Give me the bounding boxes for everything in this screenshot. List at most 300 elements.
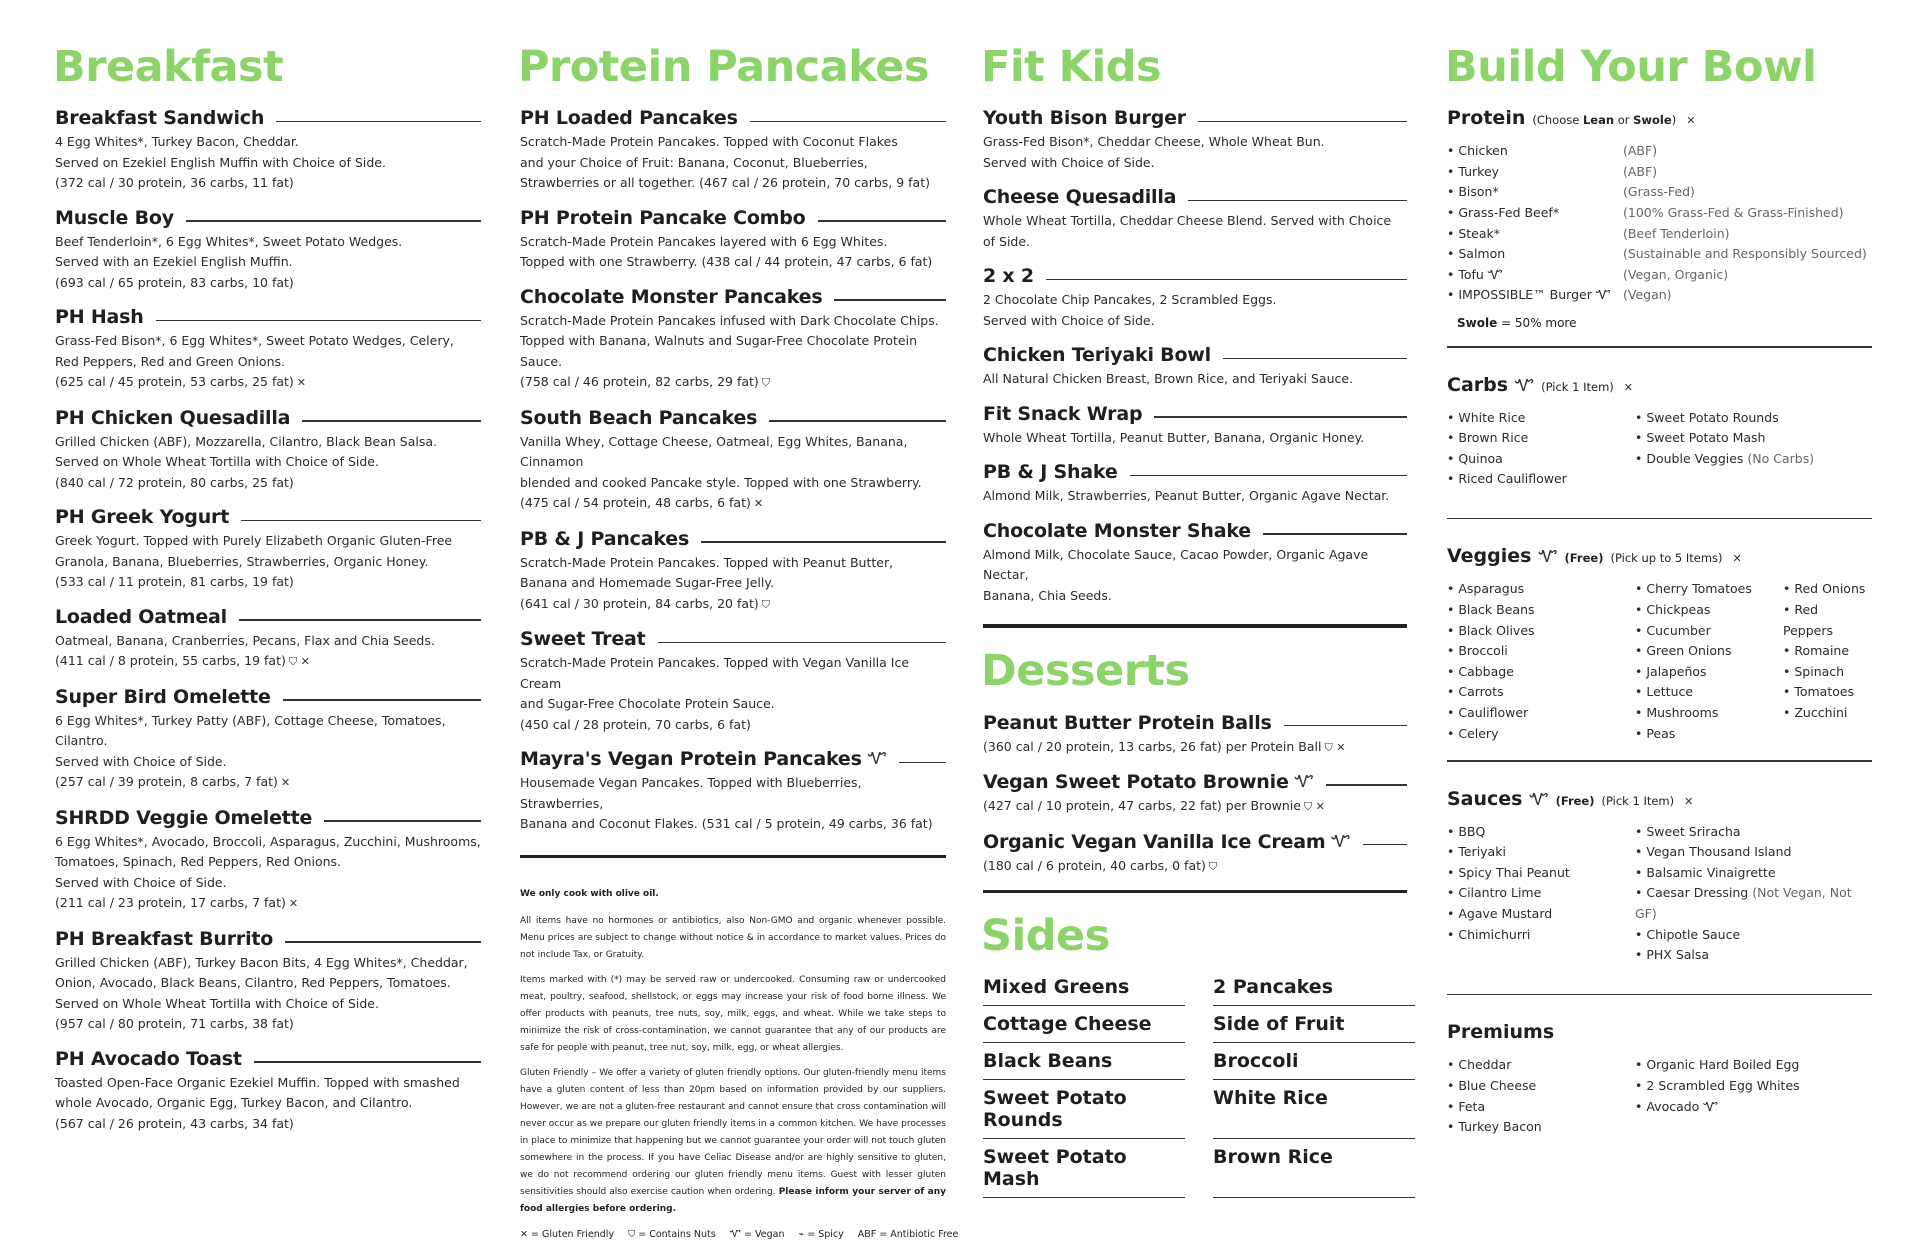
caesar-dressing: • Caesar Dressing [1635, 885, 1749, 901]
sauces-col-1 [1447, 822, 1635, 966]
menu-item-name: PH Protein Pancake Combo [520, 206, 806, 229]
description-line [983, 369, 1407, 390]
description-text: Toasted Open-Face Organic Ezekiel Muffin. Topped with smashed [55, 1074, 460, 1090]
description-line [55, 711, 481, 752]
menu-item [983, 107, 1407, 173]
description-line [55, 572, 481, 593]
premiums-list [1447, 1055, 1872, 1137]
double-veggies: • Double Veggies [1635, 450, 1744, 466]
vegan-icon: Ꮙ [1529, 789, 1549, 809]
diet-marker-icon: ⛉ [761, 597, 771, 611]
rule-line [1326, 784, 1407, 786]
menu-item-description [55, 531, 481, 593]
protein-note: (ABF) [1623, 143, 1658, 159]
description-text: (180 cal / 6 protein, 40 carbs, 0 fat) [983, 857, 1206, 873]
side-item: Side of Fruit [1213, 1013, 1415, 1043]
menu-item-description [55, 631, 481, 673]
veggies-header [1447, 545, 1872, 567]
menu-item-description [55, 832, 481, 915]
description-line [55, 252, 481, 273]
veggies-section [1447, 545, 1872, 761]
description-line [55, 552, 481, 573]
list-item: • Spicy Thai Peanut [1447, 864, 1570, 880]
description-text: (693 cal / 65 protein, 83 carbs, 10 fat) [55, 274, 294, 290]
description-text: Scratch-Made Protein Pancakes. Topped with Peanut Butter, [520, 554, 894, 570]
description-text: (475 cal / 54 protein, 48 carbs, 6 fat) [520, 495, 751, 511]
menu-item-description [983, 486, 1407, 507]
list-item: • Red Peppers [1783, 602, 1833, 638]
rule-line [324, 820, 481, 822]
description-line [520, 331, 946, 372]
protein-list [1447, 141, 1872, 306]
menu-item-name: PB & J Shake [983, 461, 1118, 484]
menu-item [983, 265, 1407, 331]
description-text: Tomatoes, Spinach, Red Peppers, Red Onions. [55, 854, 342, 870]
description-text: (211 cal / 23 protein, 17 carbs, 7 fat) [55, 895, 286, 911]
pancakes-title: Protein Pancakes [518, 42, 929, 92]
menu-item-name: Chocolate Monster Pancakes [520, 285, 823, 308]
description-text: Served with Choice of Side. [55, 753, 227, 769]
diet-marker-icon: ⛉ ✕ [1303, 800, 1325, 814]
rule-line [1198, 121, 1407, 123]
premiums-col-2 [1635, 1055, 1872, 1137]
description-line [983, 290, 1407, 311]
list-item [1635, 883, 1872, 924]
list-item: • Cherry Tomatoes [1635, 581, 1752, 597]
menu-item-description [55, 331, 481, 394]
description-line [55, 531, 481, 552]
divider [1447, 994, 1872, 996]
description-line [520, 153, 946, 174]
description-line [55, 973, 481, 994]
description-text: Oatmeal, Banana, Cranberries, Pecans, Flax and Chia Seeds. [55, 632, 435, 648]
menu-item-name: Peanut Butter Protein Balls [983, 711, 1272, 734]
description-line [520, 432, 946, 473]
carbs-col-2 [1635, 408, 1872, 490]
description-text: (360 cal / 20 protein, 13 carbs, 26 fat) per Protein Ball [983, 738, 1322, 754]
description-line [983, 211, 1407, 252]
protein-item [1447, 224, 1872, 245]
description-line [55, 432, 481, 453]
list-item: • Chimichurri [1447, 926, 1531, 942]
side-item: Broccoli [1213, 1050, 1415, 1080]
description-text: Almond Milk, Chocolate Sauce, Cacao Powder, Organic Agave Nectar, [983, 546, 1369, 583]
description-line [55, 173, 481, 194]
protein-note: (Sustainable and Responsibly Sourced) [1623, 246, 1867, 262]
menu-item [55, 606, 481, 673]
description-line [520, 232, 946, 253]
menu-item-name: Chocolate Monster Shake [983, 519, 1251, 542]
list-item: • Green Onions [1635, 643, 1732, 659]
divider [983, 624, 1407, 628]
menu-item-description [55, 232, 481, 294]
swole-rest: = 50% more [1497, 316, 1577, 331]
rule-line [254, 1061, 481, 1063]
list-item [1635, 449, 1872, 470]
side-item: Mixed Greens [983, 976, 1185, 1006]
menu-item [983, 712, 1407, 759]
description-text: 6 Egg Whites*, Turkey Patty (ABF), Cottage Cheese, Tomatoes, Cilantro. [55, 712, 446, 749]
rule-line [302, 420, 481, 422]
legend-gluten: ✕ = Gluten Friendly [520, 1228, 615, 1240]
swole-note [1457, 316, 1872, 330]
vegan-icon: Ꮙ [867, 749, 887, 769]
protein-name: • Bison* [1447, 184, 1499, 200]
menu-item [55, 1048, 481, 1135]
menu-item-header [55, 506, 481, 528]
carbs-title: Carbs [1447, 373, 1509, 396]
description-text: Scratch-Made Protein Pancakes infused with Dark Chocolate Chips. [520, 312, 939, 328]
list-item: • Cabbage [1447, 663, 1514, 679]
menu-item-description [55, 432, 481, 494]
gluten-friendly-icon: ✕ [1684, 794, 1694, 808]
list-item: • Tomatoes [1783, 684, 1855, 700]
menu-item [520, 628, 946, 735]
description-text: Whole Wheat Tortilla, Cheddar Cheese Blend. Served with Choice of Side. [983, 213, 1392, 249]
protein-name: • Tofu Ꮙ [1447, 266, 1503, 282]
menu-item [55, 807, 481, 915]
description-text: Served on Whole Wheat Tortilla with Choice of Side. [55, 995, 379, 1011]
rule-line [1154, 416, 1407, 418]
list-item: • Feta [1447, 1098, 1486, 1114]
list-item: • Red Onions [1783, 581, 1866, 597]
menu-item-header [520, 628, 946, 650]
description-text: Beef Tenderloin*, 6 Egg Whites*, Sweet Potato Wedges. [55, 233, 403, 249]
list-item: • Cucumber [1635, 622, 1711, 638]
menu-item-description [55, 711, 481, 794]
list-item: • 2 Scrambled Egg Whites [1635, 1077, 1800, 1093]
description-line [520, 715, 946, 736]
protein-sub-pre: (Choose [1532, 113, 1583, 128]
gluten-friendly-icon: ✕ [1732, 552, 1742, 566]
diet-marker-icon: ⛉ ✕ [1324, 740, 1346, 754]
list-item: • Chipotle Sauce [1635, 926, 1741, 942]
bowl-column [1447, 44, 1872, 1138]
menu-item [55, 306, 481, 394]
veggies-title: Veggies [1447, 545, 1532, 568]
premiums-header [1447, 1021, 1872, 1043]
description-text: (372 cal / 30 protein, 36 carbs, 11 fat) [55, 175, 294, 191]
sauces-list [1447, 822, 1872, 966]
menu-item-description [520, 653, 946, 735]
description-text: and Sugar-Free Chocolate Protein Sauce. [520, 696, 775, 712]
description-text: (257 cal / 39 protein, 8 carbs, 7 fat) [55, 774, 278, 790]
menu-item-name: Youth Bison Burger [983, 107, 1186, 130]
carbs-col-1 [1447, 408, 1635, 490]
menu-item-header [55, 306, 481, 328]
pancakes-column [518, 42, 959, 1243]
list-item: • Spinach [1783, 663, 1845, 679]
rule-line [899, 762, 946, 764]
divider [1447, 346, 1872, 348]
description-line [55, 1073, 481, 1094]
description-line [520, 132, 946, 153]
menu-item-description [55, 1073, 481, 1135]
menu-item-header [983, 403, 1407, 425]
description-text: (957 cal / 80 protein, 71 carbs, 38 fat) [55, 1016, 294, 1032]
menu-item-header [983, 712, 1407, 734]
list-item: • Vegan Thousand Island [1635, 844, 1792, 860]
notes-paragraph-1: All items have no hormones or antibiotics, also Non-GMO and organic whenever possible. Menu prices are subject to change without notice & in accordance to market values. Prices do not include Tax, or Gratuity. [520, 915, 946, 960]
description-line [520, 773, 946, 814]
description-line [55, 132, 481, 153]
description-line [55, 153, 481, 174]
description-text: Housemade Vegan Pancakes. Topped with Blueberries, Strawberries, [520, 775, 862, 811]
menu-item-header [983, 520, 1407, 542]
side-item: White Rice [1213, 1087, 1415, 1139]
rule-line [241, 520, 481, 522]
description-text: Whole Wheat Tortilla, Peanut Butter, Banana, Organic Honey. [983, 429, 1365, 445]
legend-spicy: ⌁ = Spicy [798, 1228, 844, 1240]
description-line [55, 953, 481, 974]
protein-item [1447, 244, 1872, 265]
veggies-subtitle: (Pick up to 5 Items) [1610, 551, 1723, 566]
description-line [55, 1014, 481, 1035]
description-text: Grass-Fed Bison*, Cheddar Cheese, Whole Wheat Bun. [983, 134, 1325, 150]
menu-item-header [55, 1048, 481, 1070]
sauces-header [1447, 788, 1872, 810]
menu-item [983, 771, 1407, 818]
menu-item [520, 107, 946, 194]
description-line [983, 311, 1407, 332]
description-line [55, 452, 481, 473]
list-item: • Cilantro Lime [1447, 885, 1542, 901]
description-text: Almond Milk, Strawberries, Peanut Butter, Organic Agave Nectar. [983, 488, 1390, 504]
menu-item-header [983, 186, 1407, 208]
rule-line [156, 320, 481, 322]
protein-note: (100% Grass-Fed & Grass-Finished) [1623, 205, 1844, 221]
description-text: Banana and Coconut Flakes. (531 cal / 5 protein, 49 carbs, 36 fat) [520, 816, 933, 832]
protein-name: • Salmon [1447, 246, 1506, 262]
description-line [983, 586, 1407, 607]
description-text: (840 cal / 72 protein, 80 carbs, 25 fat) [55, 474, 294, 490]
protein-item [1447, 285, 1872, 306]
menu-item-description [520, 773, 946, 835]
description-line [983, 856, 1407, 878]
description-line [55, 852, 481, 873]
rule-line [769, 420, 946, 422]
menu-item-header [520, 286, 946, 308]
description-text: Topped with Banana, Walnuts and Sugar-Free Chocolate Protein Sauce. [520, 333, 918, 369]
vegan-icon: Ꮙ [1331, 831, 1351, 851]
description-line [55, 893, 481, 915]
side-item: Sweet Potato Rounds [983, 1087, 1185, 1139]
protein-sub-or: or [1614, 113, 1634, 128]
menu-item-header [520, 407, 946, 429]
description-text: Served on Ezekiel English Muffin with Choice of Side. [55, 154, 386, 170]
description-line [55, 832, 481, 853]
description-line [520, 372, 946, 394]
menu-item-description [983, 856, 1407, 878]
list-item: • Zucchini [1783, 704, 1848, 720]
description-line [520, 814, 946, 835]
list-item: • White Rice [1447, 409, 1526, 425]
carbs-list [1447, 408, 1872, 490]
rule-line [186, 220, 481, 222]
vegan-icon: Ꮙ [1538, 547, 1558, 567]
menu-item-description [520, 311, 946, 394]
menu-item-description [983, 545, 1407, 607]
divider [1447, 518, 1872, 520]
menu-item [520, 407, 946, 515]
free-label: (Free) [1555, 793, 1595, 808]
description-text: Banana, Chia Seeds. [983, 587, 1112, 603]
menu-item-header [520, 528, 946, 550]
description-line [520, 311, 946, 332]
description-text: All Natural Chicken Breast, Brown Rice, and Teriyaki Sauce. [983, 371, 1354, 387]
description-line [520, 173, 946, 194]
protein-section [1447, 107, 1872, 347]
rule-line [239, 619, 481, 621]
menu-item [983, 344, 1407, 390]
sauces-title: Sauces [1447, 787, 1523, 810]
menu-item-description [983, 796, 1407, 818]
description-text: (533 cal / 11 protein, 81 carbs, 19 fat) [55, 574, 294, 590]
carbs-subtitle: (Pick 1 Item) [1541, 379, 1614, 394]
menu-item-name: Organic Vegan Vanilla Ice Cream [983, 830, 1326, 853]
menu-item-name: PH Chicken Quesadilla [55, 406, 291, 429]
free-label: (Free) [1564, 551, 1604, 566]
symbol-legend [520, 1226, 959, 1243]
description-line [520, 252, 946, 273]
protein-name: • Turkey [1447, 163, 1500, 179]
protein-subtitle [1532, 113, 1676, 127]
pancake-items [520, 107, 946, 835]
list-item: • Sweet Sriracha [1635, 823, 1741, 839]
olive-oil-note: We only cook with olive oil. [520, 888, 659, 899]
menu-item [983, 186, 1407, 252]
menu-item-header [983, 831, 1407, 853]
rule-line [1263, 533, 1407, 535]
menu-item-header [983, 344, 1407, 366]
description-line [520, 694, 946, 715]
menu-item-name: Muscle Boy [55, 206, 174, 229]
description-text: Grilled Chicken (ABF), Mozzarella, Cilantro, Black Bean Salsa. [55, 433, 438, 449]
menu-item [983, 520, 1407, 607]
list-item: • Cauliflower [1447, 704, 1529, 720]
description-line [983, 737, 1407, 759]
protein-header [1447, 107, 1872, 129]
menu-item-name: Chicken Teriyaki Bowl [983, 344, 1211, 367]
menu-item [983, 831, 1407, 878]
list-item: • Avocado Ꮙ [1635, 1098, 1719, 1114]
veggies-col-1 [1447, 579, 1635, 744]
menu-item-description [983, 369, 1407, 390]
menu-item-name: Super Bird Omelette [55, 685, 271, 708]
description-text: Onion, Avocado, Black Beans, Cilantro, Red Peppers, Tomatoes. [55, 975, 451, 991]
list-item: • Turkey Bacon [1447, 1119, 1542, 1135]
protein-item [1447, 182, 1872, 203]
menu-item-name: PH Loaded Pancakes [520, 107, 738, 130]
rule-line [276, 121, 481, 123]
sauces-section [1447, 788, 1872, 996]
description-text: Served with an Ezekiel English Muffin. [55, 254, 293, 270]
description-line [55, 994, 481, 1015]
menu-item-header [520, 207, 946, 229]
list-item: • Celery [1447, 725, 1499, 741]
carbs-section [1447, 374, 1872, 520]
menu-item-description [983, 290, 1407, 331]
protein-item [1447, 265, 1872, 286]
side-item: Black Beans [983, 1050, 1185, 1080]
description-line [55, 1093, 481, 1114]
sides-title: Sides [981, 911, 1110, 962]
list-item: • Jalapeños [1635, 663, 1707, 679]
notes-paragraph-2: Items marked with (*) may be served raw or undercooked. Consuming raw or undercooked meat, poultry, seafood, shellstock, or eggs may increase your risk of food borne illness. We offer products with peanuts, tree nuts, soy, milk, eggs, and wheat. While we take steps to minimize the risk of cross-contamination, we cannot guarantee that any of our products are safe for people with peanut, tree nut, soy, milk, egg, or wheat allergies. [520, 974, 946, 1053]
vegan-icon: Ꮙ [1294, 772, 1314, 792]
menu-item [983, 403, 1407, 449]
diet-marker-icon: ✕ [296, 376, 307, 390]
legend-abf: ABF = Antibiotic Free [857, 1228, 959, 1240]
menu-item-name: Loaded Oatmeal [55, 605, 227, 628]
menu-item [520, 286, 946, 394]
menu-item-header [55, 207, 481, 229]
menu-item [520, 207, 946, 273]
description-line [983, 486, 1407, 507]
description-text: Served with Choice of Side. [983, 154, 1155, 170]
description-line [55, 772, 481, 794]
menu-item [520, 528, 946, 616]
description-text: 2 Chocolate Chip Pancakes, 2 Scrambled Eggs. [983, 292, 1277, 308]
description-text: (625 cal / 45 protein, 53 carbs, 25 fat) [55, 374, 294, 390]
list-item: • Sweet Potato Mash [1635, 430, 1766, 446]
description-text: and your Choice of Fruit: Banana, Coconut, Blueberries, [520, 154, 868, 170]
description-line [55, 352, 481, 373]
list-item: • Blue Cheese [1447, 1077, 1537, 1093]
dessert-items [983, 712, 1407, 878]
protein-note: (Vegan, Organic) [1623, 266, 1729, 282]
list-item: • Asparagus [1447, 581, 1525, 597]
menu-item-name: Fit Snack Wrap [983, 402, 1143, 425]
diet-marker-icon: ⛉ [1208, 859, 1218, 873]
sauces-subtitle: (Pick 1 Item) [1601, 793, 1675, 808]
protein-name: • Steak* [1447, 225, 1501, 241]
menu-item-header [983, 771, 1407, 793]
rule-line [1130, 475, 1407, 477]
description-line [55, 331, 481, 352]
description-text: Strawberries or all together. (467 cal / 26 protein, 70 carbs, 9 fat) [520, 175, 930, 191]
menu-item-header [520, 748, 946, 770]
menu-item-name: PH Breakfast Burrito [55, 927, 274, 950]
bowl-title: Build Your Bowl [1445, 42, 1817, 92]
description-text: Served with Choice of Side. [55, 874, 227, 890]
diet-marker-icon: ✕ [753, 497, 764, 511]
rule-line [1046, 279, 1407, 281]
rule-line [658, 642, 946, 644]
description-text: Red Peppers, Red and Green Onions. [55, 353, 285, 369]
diet-marker-icon: ⛉ [761, 376, 771, 390]
description-text: Grass-Fed Bison*, 6 Egg Whites*, Sweet Potato Wedges, Celery, [55, 333, 454, 349]
list-item: • Cheddar [1447, 1057, 1512, 1073]
divider [1447, 760, 1872, 762]
description-text: Banana and Homemade Sugar-Free Jelly. [520, 575, 774, 591]
list-item: • Black Olives [1447, 622, 1535, 638]
menu-item-description [520, 553, 946, 616]
menu-item-name: Sweet Treat [520, 628, 646, 651]
description-line [983, 796, 1407, 818]
side-item: 2 Pancakes [1213, 976, 1415, 1006]
description-line [55, 473, 481, 494]
description-line [983, 545, 1407, 586]
menu-item-header [983, 461, 1407, 483]
list-item: • Broccoli [1447, 643, 1508, 659]
menu-item [55, 407, 481, 494]
menu-item-description [520, 232, 946, 273]
description-text: Vanilla Whey, Cottage Cheese, Oatmeal, Egg Whites, Banana, Cinnamon [520, 433, 908, 470]
menu-item-name: PH Avocado Toast [55, 1047, 242, 1070]
menu-item-name: Cheese Quesadilla [983, 186, 1177, 209]
description-text: whole Avocado, Organic Egg, Turkey Bacon, and Cilantro. [55, 1095, 413, 1111]
